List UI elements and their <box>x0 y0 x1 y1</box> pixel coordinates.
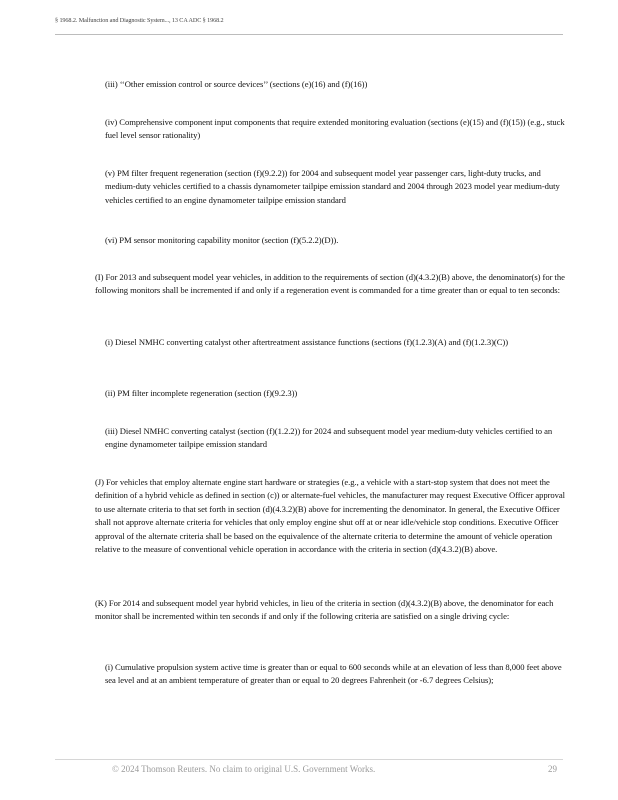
paragraph-vi-pm-sensor: (vi) PM sensor monitoring capability monitor (section (f)(5.2.2)(D)). <box>105 235 339 245</box>
paragraph-i-diesel-nmhc-other: (i) Diesel NMHC converting catalyst other aftertreatment assistance functions (sections (f)(1.2.3)(A) and (f)(1.2.3)(C)) <box>105 337 509 347</box>
running-header: § 1968.2. Malfunction and Diagnostic System..., 13 CA ADC § 1968.2 <box>55 17 224 24</box>
paragraph-I-2013: (I) For 2013 and subsequent model year vehicles, in addition to the requirements of section (d)(4.3.2)(B) above, the denominator(s) for the following monitors shall be incremented if and only if a regeneration event is commanded for a time greater than or equal to ten seconds: <box>95 272 565 296</box>
paragraph-iii-other-emission: (iii) ‘‘Other emission control or source devices’’ (sections (e)(16) and (f)(16)) <box>105 79 368 89</box>
paragraph-J-alternate: (J) For vehicles that employ alternate engine start hardware or strategies (e.g., a vehicle with a start-stop system that does not meet the definition of a hybrid vehicle as defined in section (c)) or alternate-fuel vehicles, the manufacturer may request Executive Officer approval to use alternate criteria to that set forth in section (d)(4.3.2)(B) above for incrementing the denominator. In general, the Executive Officer shall not approve alternate criteria for vehicles that only employ engine shut off at or near idle/vehicle stop conditions. Executive Officer approval of the alternate criteria shall be based on the equivalence of the alternate criteria to determine the amount of vehicle operation relative to the measure of conventional vehicle operation in accordance with the criteria in section (d)(4.3.2)(B) above. <box>95 477 566 555</box>
paragraph-K-hybrid: (K) For 2014 and subsequent model year hybrid vehicles, in lieu of the criteria in section (d)(4.3.2)(B) above, the denominator for each monitor shall be incremented within ten seconds if and only if the following criteria are satisfied on a single driving cycle: <box>95 598 554 622</box>
footer-copyright: © 2024 Thomson Reuters. No claim to original U.S. Government Works. <box>112 764 376 774</box>
footer-divider <box>55 759 563 760</box>
page-number: 29 <box>548 764 557 774</box>
paragraph-i-cumulative: (i) Cumulative propulsion system active time is greater than or equal to 600 seconds while at an elevation of less than 8,000 feet above sea level and at an ambient temperature of greater than or equal to 20 degrees Fahrenheit (or -6.7 degrees Celsius); <box>105 662 562 686</box>
paragraph-v-pm-filter-frequent: (v) PM filter frequent regeneration (section (f)(9.2.2)) for 2004 and subsequent model year passenger cars, light-duty trucks, and medium-duty vehicles certified to a chassis dynamometer tailpipe emission standard and 2004 through 2023 model year medium-duty vehicles certified to an engine dynamometer tailpipe emission standard <box>105 168 560 205</box>
paragraph-ii-pm-incomplete: (ii) PM filter incomplete regeneration (section (f)(9.2.3)) <box>105 388 298 398</box>
paragraph-iii-diesel-nmhc-2024: (iii) Diesel NMHC converting catalyst (section (f)(1.2.2)) for 2024 and subsequent model year medium-duty vehicles certified to an engine dynamometer tailpipe emission standard <box>105 426 553 450</box>
paragraph-iv-comprehensive: (iv) Comprehensive component input components that require extended monitoring evaluation (sections (e)(15) and (f)(15)) (e.g., stuck fuel level sensor rationality) <box>105 117 565 141</box>
header-divider <box>55 34 563 35</box>
